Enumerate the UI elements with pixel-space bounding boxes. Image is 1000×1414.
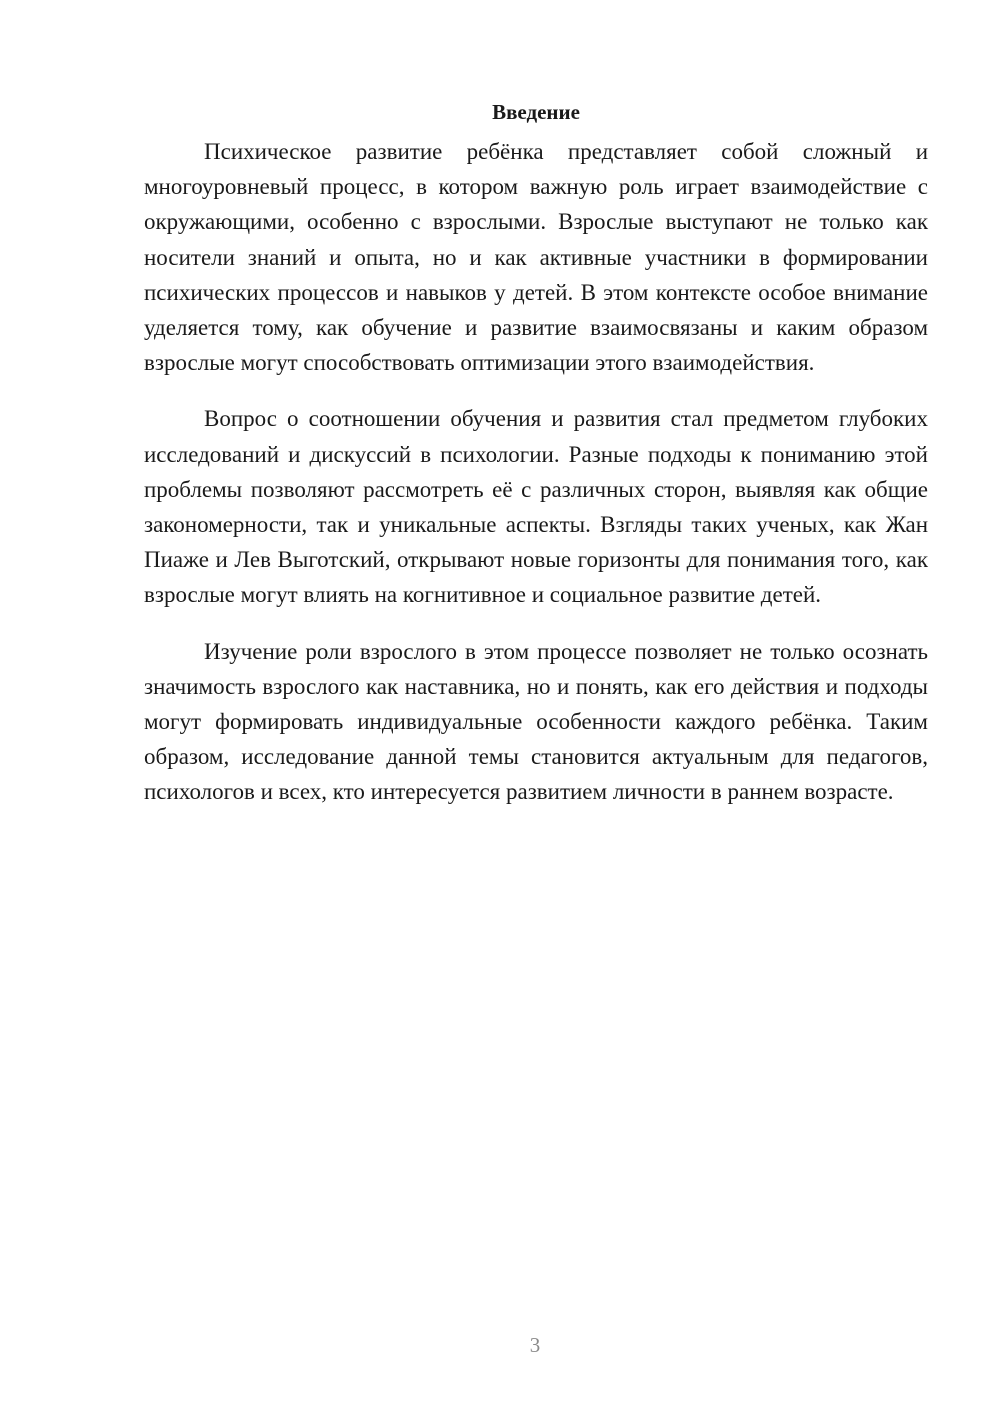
paragraph-3: Изучение роли взрослого в этом процессе позволяет не только осознать значимость взрослого как наставника, но и понять, как его действия и подходы могут формировать индивидуальные особенности каждого ребёнка. Таким образом, исследование данной темы становится актуальным для педагогов, психологов и всех, кто интересуется развитием личности в раннем возрасте. bbox=[144, 638, 928, 805]
page-number: 3 bbox=[529, 1333, 541, 1357]
page-content bbox=[144, 96, 928, 831]
paragraph-2: Вопрос о соотношении обучения и развития стал предметом глубоких исследований и дискуссий в психологии. Разные подходы к пониманию этой проблемы позволяют рассмотреть её с различных сторон, выявляя как общие закономерности, так и уникальные аспекты. Взгляды таких ученых, как Жан Пиаже и Лев Выготский, открывают новые горизонты для понимания того, как взрослые могут влиять на когнитивное и социальное развитие детей. bbox=[144, 406, 928, 608]
paragraph-1: Психическое развитие ребёнка представляет собой сложный и многоуровневый процесс, в котором важную роль играет взаимодействие с окружающими, особенно с взрослыми. Взрослые выступают не только как носители знаний и опыта, но и как активные участники в формировании психических процессов и навыков у детей. В этом контексте особое внимание уделяется тому, как обучение и развитие взаимосвязаны и каким образом взрослые могут способствовать оптимизации этого взаимодействия. bbox=[144, 139, 928, 376]
section-heading: Введение bbox=[492, 100, 580, 124]
